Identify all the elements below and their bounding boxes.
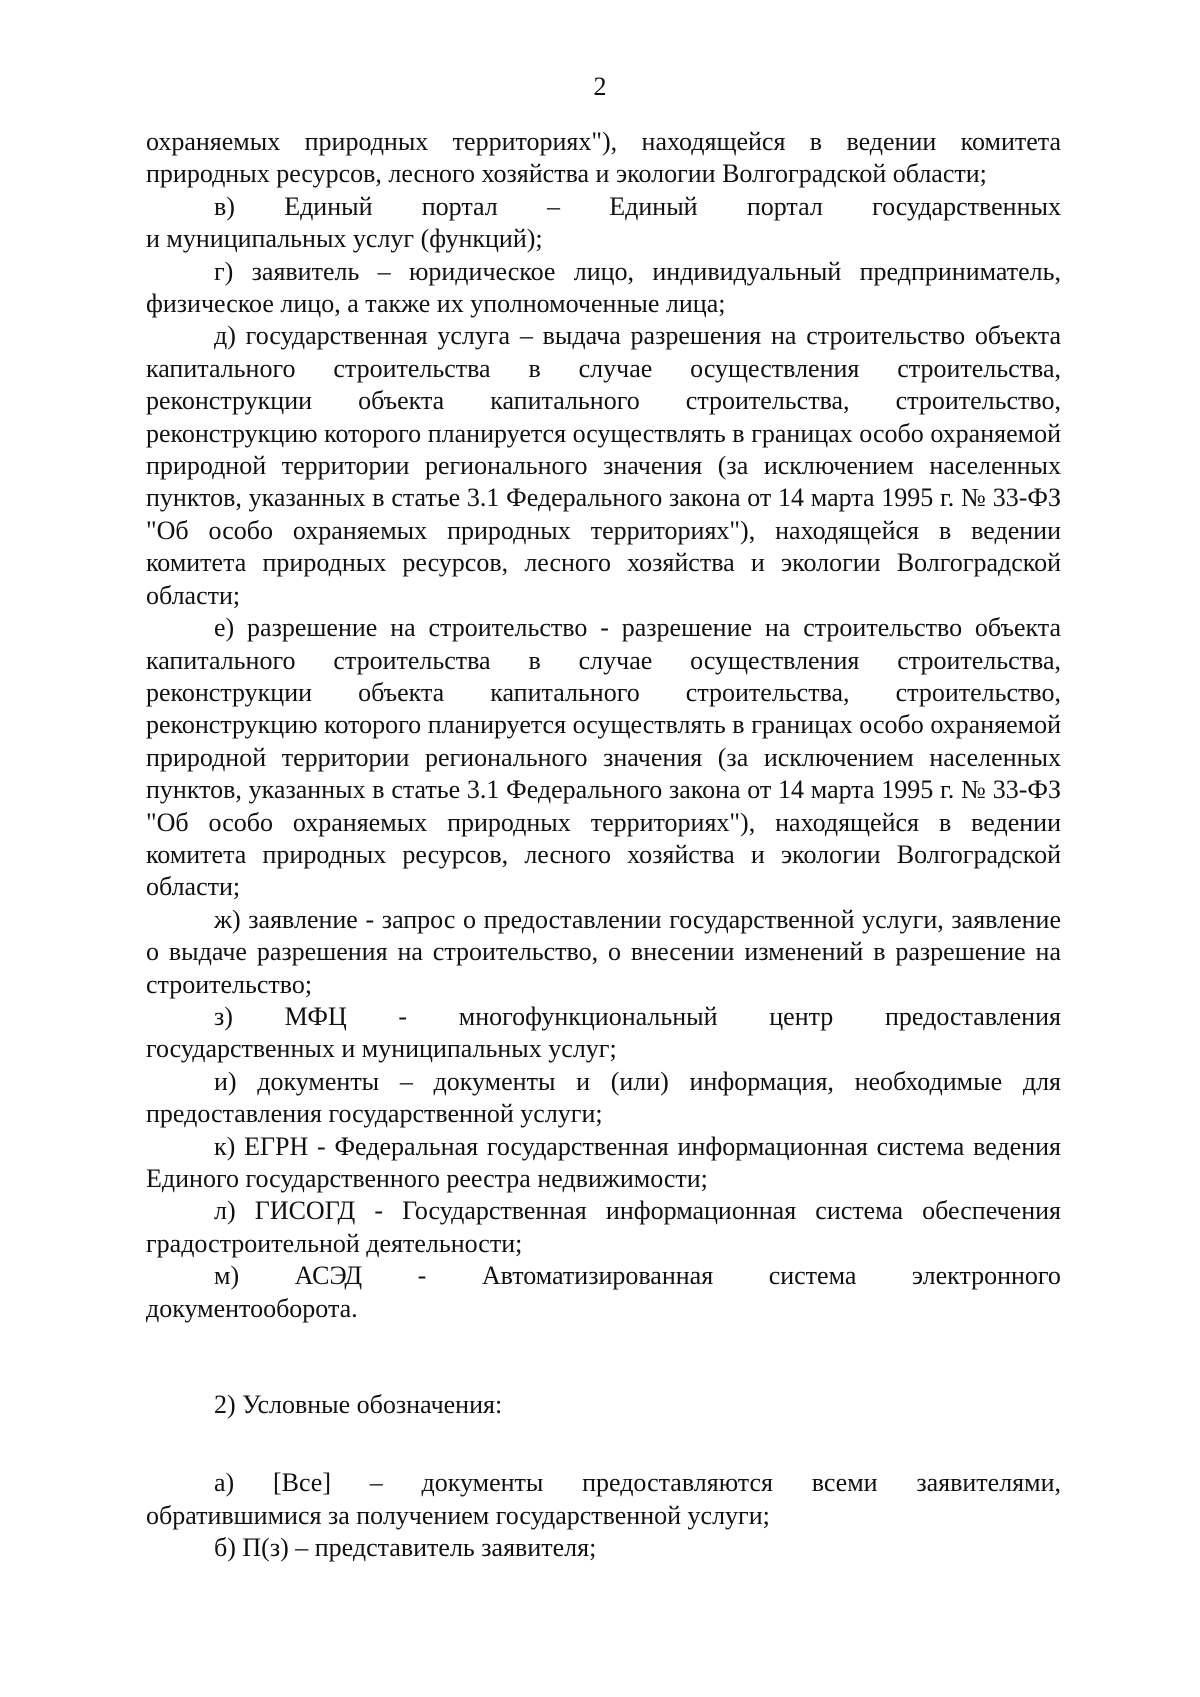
section-heading: 2) Условные обозначения: bbox=[214, 1390, 503, 1420]
word: – bbox=[547, 191, 561, 221]
word: документы bbox=[421, 1468, 544, 1498]
document-body bbox=[146, 126, 1061, 1565]
paragraph-l: л) ГИСОГД - Государственная информационная система обеспечения градостроительной деятельности; bbox=[146, 1196, 1061, 1258]
page-number: 2 bbox=[593, 72, 607, 101]
word: в) bbox=[214, 191, 235, 221]
paragraph-i: и) документы – документы и (или) информация, необходимые для предоставления государственной услуги; bbox=[146, 1066, 1061, 1129]
word: портал bbox=[746, 191, 823, 221]
word: портал bbox=[421, 191, 498, 221]
paragraph-m-first-line bbox=[146, 1260, 1061, 1292]
paragraph-k: к) ЕГРН - Федеральная государственная информационная система ведения Единого государственного реестра недвижимости; bbox=[146, 1131, 1061, 1193]
paragraph-a-first-line bbox=[146, 1467, 1061, 1499]
word: АСЭД bbox=[294, 1261, 363, 1291]
word: Единый bbox=[284, 191, 373, 221]
paragraph-zh: ж) заявление - запрос о предоставлении государственной услуги, заявление о выдаче разрешения на строительство, о внесении изменений в разрешение на строительство; bbox=[146, 904, 1061, 999]
paragraph-v-first-line bbox=[146, 191, 1061, 223]
word: система bbox=[768, 1261, 857, 1291]
word: электронного bbox=[911, 1261, 1061, 1291]
word: [Все] bbox=[272, 1468, 331, 1498]
word: з) bbox=[214, 1001, 233, 1031]
word: всеми bbox=[811, 1468, 878, 1498]
word: МФЦ bbox=[284, 1001, 347, 1031]
word: – bbox=[369, 1468, 383, 1498]
paragraph-b: б) П(з) – представитель заявителя; bbox=[214, 1533, 597, 1563]
word: заявителями, bbox=[916, 1468, 1061, 1498]
paragraph-v-rest: и муниципальных услуг (функций); bbox=[146, 224, 543, 254]
spacer bbox=[146, 1325, 1061, 1389]
paragraph-m-rest: документооборота. bbox=[146, 1293, 358, 1323]
word: а) bbox=[214, 1468, 235, 1498]
spacer bbox=[146, 1421, 1061, 1467]
paragraph-z-first-line bbox=[146, 1001, 1061, 1033]
word: - bbox=[417, 1261, 427, 1291]
paragraph-g: г) заявитель – юридическое лицо, индивидуальный предприниматель, физическое лицо, а также их уполномоченные лица; bbox=[146, 256, 1061, 319]
word: государственных bbox=[872, 191, 1061, 221]
word: многофункциональный bbox=[458, 1001, 718, 1031]
word: предоставления bbox=[884, 1001, 1061, 1031]
word: центр bbox=[769, 1001, 834, 1031]
paragraph-z-rest: государственных и муниципальных услуг; bbox=[146, 1034, 617, 1064]
paragraph-d: д) государственная услуга – выдача разрешения на строительство объекта капитального строительства в случае осуществления строительства, реконструкции объекта капитального строительства, строительство, реконструкцию которого планируется осуществлять в границах особо охраняемой природной территории регионального значения (за исключением населенных пунктов, указанных в статье 3.1 Федерального закона от 14 марта 1995 г. № 33-ФЗ "Об особо охраняемых природных территориях"), находящейся в ведении комитета природных ресурсов, лесного хозяйства и экологии Волгоградской области; bbox=[146, 321, 1061, 610]
word: - bbox=[398, 1001, 408, 1031]
word: Единый bbox=[609, 191, 698, 221]
word: м) bbox=[214, 1261, 240, 1291]
paragraph-e: е) разрешение на строительство - разрешение на строительство объекта капитального строительства в случае осуществления строительства, реконструкции объекта капитального строительства, строительство, реконструкцию которого планируется осуществлять в границах особо охраняемой природной территории регионального значения (за исключением населенных пунктов, указанных в статье 3.1 Федерального закона от 14 марта 1995 г. № 33-ФЗ "Об особо охраняемых природных территориях"), находящейся в ведении комитета природных ресурсов, лесного хозяйства и экологии Волгоградской области; bbox=[146, 613, 1061, 902]
paragraph-continuation: охраняемых природных территориях"), находящейся в ведении комитета природных ресурсов, лесного хозяйства и экологии Волгоградской области; bbox=[146, 127, 1061, 189]
word: Автоматизированная bbox=[481, 1261, 714, 1291]
word: предоставляются bbox=[582, 1468, 773, 1498]
paragraph-a-rest: обратившимися за получением государственной услуги; bbox=[146, 1500, 770, 1530]
